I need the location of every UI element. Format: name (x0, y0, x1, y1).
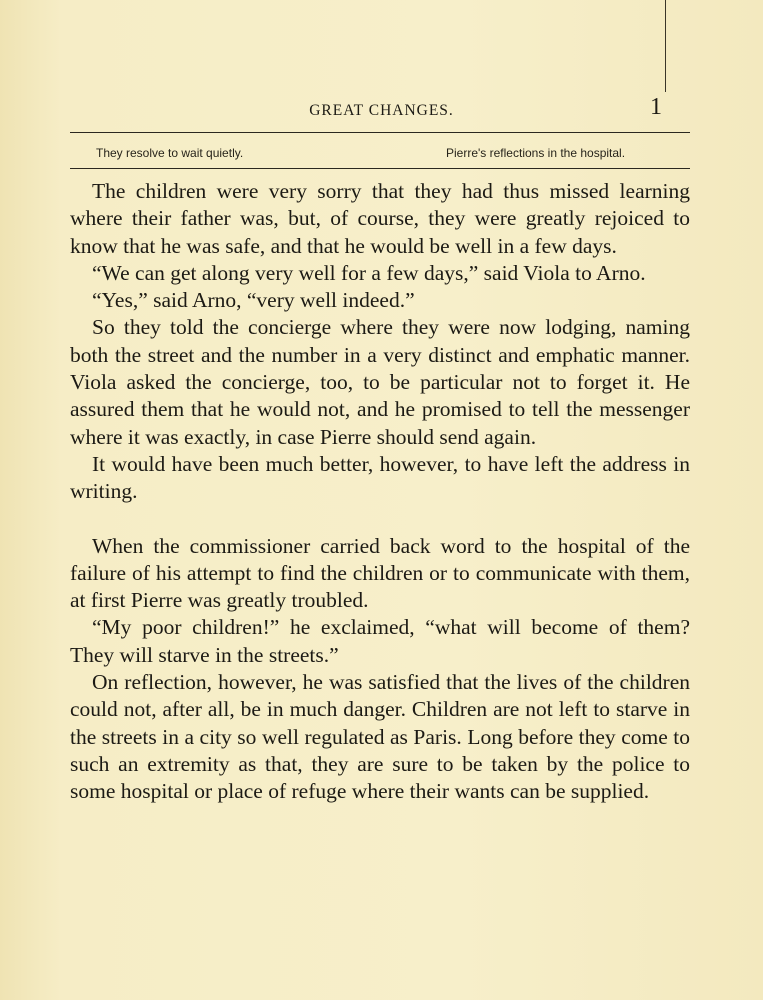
subhead-left: They resolve to wait quietly. (96, 146, 244, 160)
body-text (70, 178, 690, 806)
subhead-rule (70, 168, 690, 169)
header-rule (70, 132, 690, 133)
running-title: GREAT CHANGES. (309, 102, 454, 119)
paragraph: “We can get along very well for a few days,” said Viola to Arno. (92, 260, 646, 285)
paragraph: The children were very sorry that they had thus missed learning where their father was, but, of course, they were greatly rejoiced to know that he was safe, and that he would be well in a few days. (70, 179, 690, 258)
paragraph: When the commissioner carried back word to the hospital of the failure of his attempt to find the children or to communicate with them, at first Pierre was greatly troubled. (70, 533, 690, 613)
paragraph: So they told the concierge where they were now lodging, naming both the street and the number in a very distinct and emphatic manner. Viola asked the concierge, too, to be particular not to forget it. He assured them that he would not, and he promised to tell the messenger where it was exactly, in case Pierre should send again. (70, 315, 690, 449)
paragraph: “My poor children!” he exclaimed, “what will become of them? They will starve in the streets.” (70, 615, 690, 667)
running-head (0, 94, 763, 124)
paragraph: On reflection, however, he was satisfied that the lives of the children could not, after all, be in much danger. Children are not left to starve in the streets in a city so well regulated as Paris. Long before they come to such an extremity as that, they are sure to be taken by the police to some hospital or place of refuge where their wants can be supplied. (70, 670, 690, 804)
subhead-right: Pierre's reflections in the hospital. (446, 146, 626, 160)
paragraph: It would have been much better, however, to have left the address in writing. (70, 451, 690, 504)
page-number: 1 (650, 94, 662, 120)
paragraph: “Yes,” said Arno, “very well indeed.” (92, 288, 415, 313)
page-edge-line (665, 0, 666, 92)
